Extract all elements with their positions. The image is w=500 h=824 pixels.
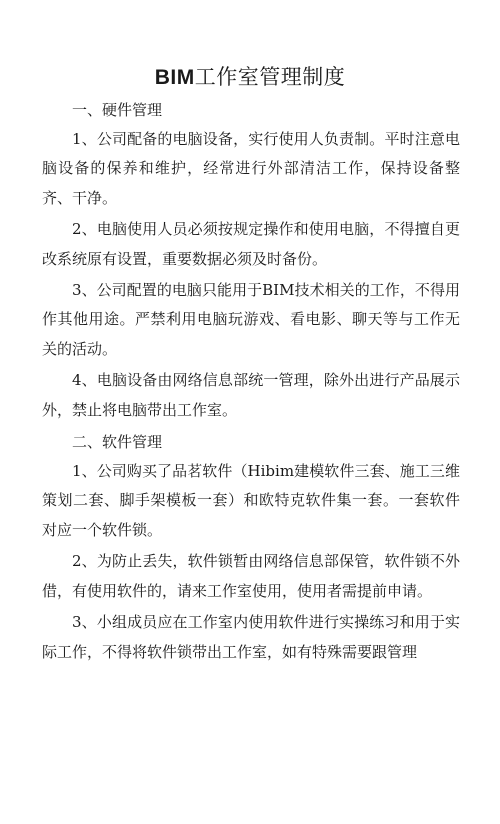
- paragraph: 2、为防止丢失，软件锁暂由网络信息部保管，软件锁不外借，有使用软件的，请来工作室使用，使用者需提前申请。: [42, 552, 460, 600]
- section-heading-hardware: 一、硬件管理: [72, 101, 163, 119]
- paragraph: 3、小组成员应在工作室内使用软件进行实操练习和用于实际工作，不得将软件锁带出工作室，如有特殊需要跟管理: [42, 613, 460, 661]
- paragraph: 4、电脑设备由网络信息部统一管理，除外出进行产品展示外，禁止将电脑带出工作室。: [42, 371, 460, 419]
- paragraph: 1、公司购买了品茗软件（Hibim建模软件三套、施工三维策划二套、脚手架模板一套）和欧特克软件集一套。一套软件对应一个软件锁。: [42, 462, 460, 539]
- title-rest: 工作室管理制度: [194, 65, 346, 89]
- title-latin: BIM: [154, 66, 195, 89]
- section-heading-software: 二、软件管理: [72, 433, 163, 452]
- paragraph: 3、公司配置的电脑只能用于BIM技术相关的工作，不得用作其他用途。严禁利用电脑玩游戏、看电影、聊天等与工作无关的活动。: [42, 281, 460, 358]
- document-body: [42, 95, 460, 667]
- document-title: [0, 62, 500, 93]
- paragraph: 2、电脑使用人员必须按规定操作和使用电脑，不得擅自更改系统原有设置，重要数据必须及时备份。: [42, 220, 460, 268]
- paragraph: 1、公司配备的电脑设备，实行使用人负责制。平时注意电脑设备的保养和维护，经常进行外部清洁工作，保持设备整齐、干净。: [42, 130, 460, 207]
